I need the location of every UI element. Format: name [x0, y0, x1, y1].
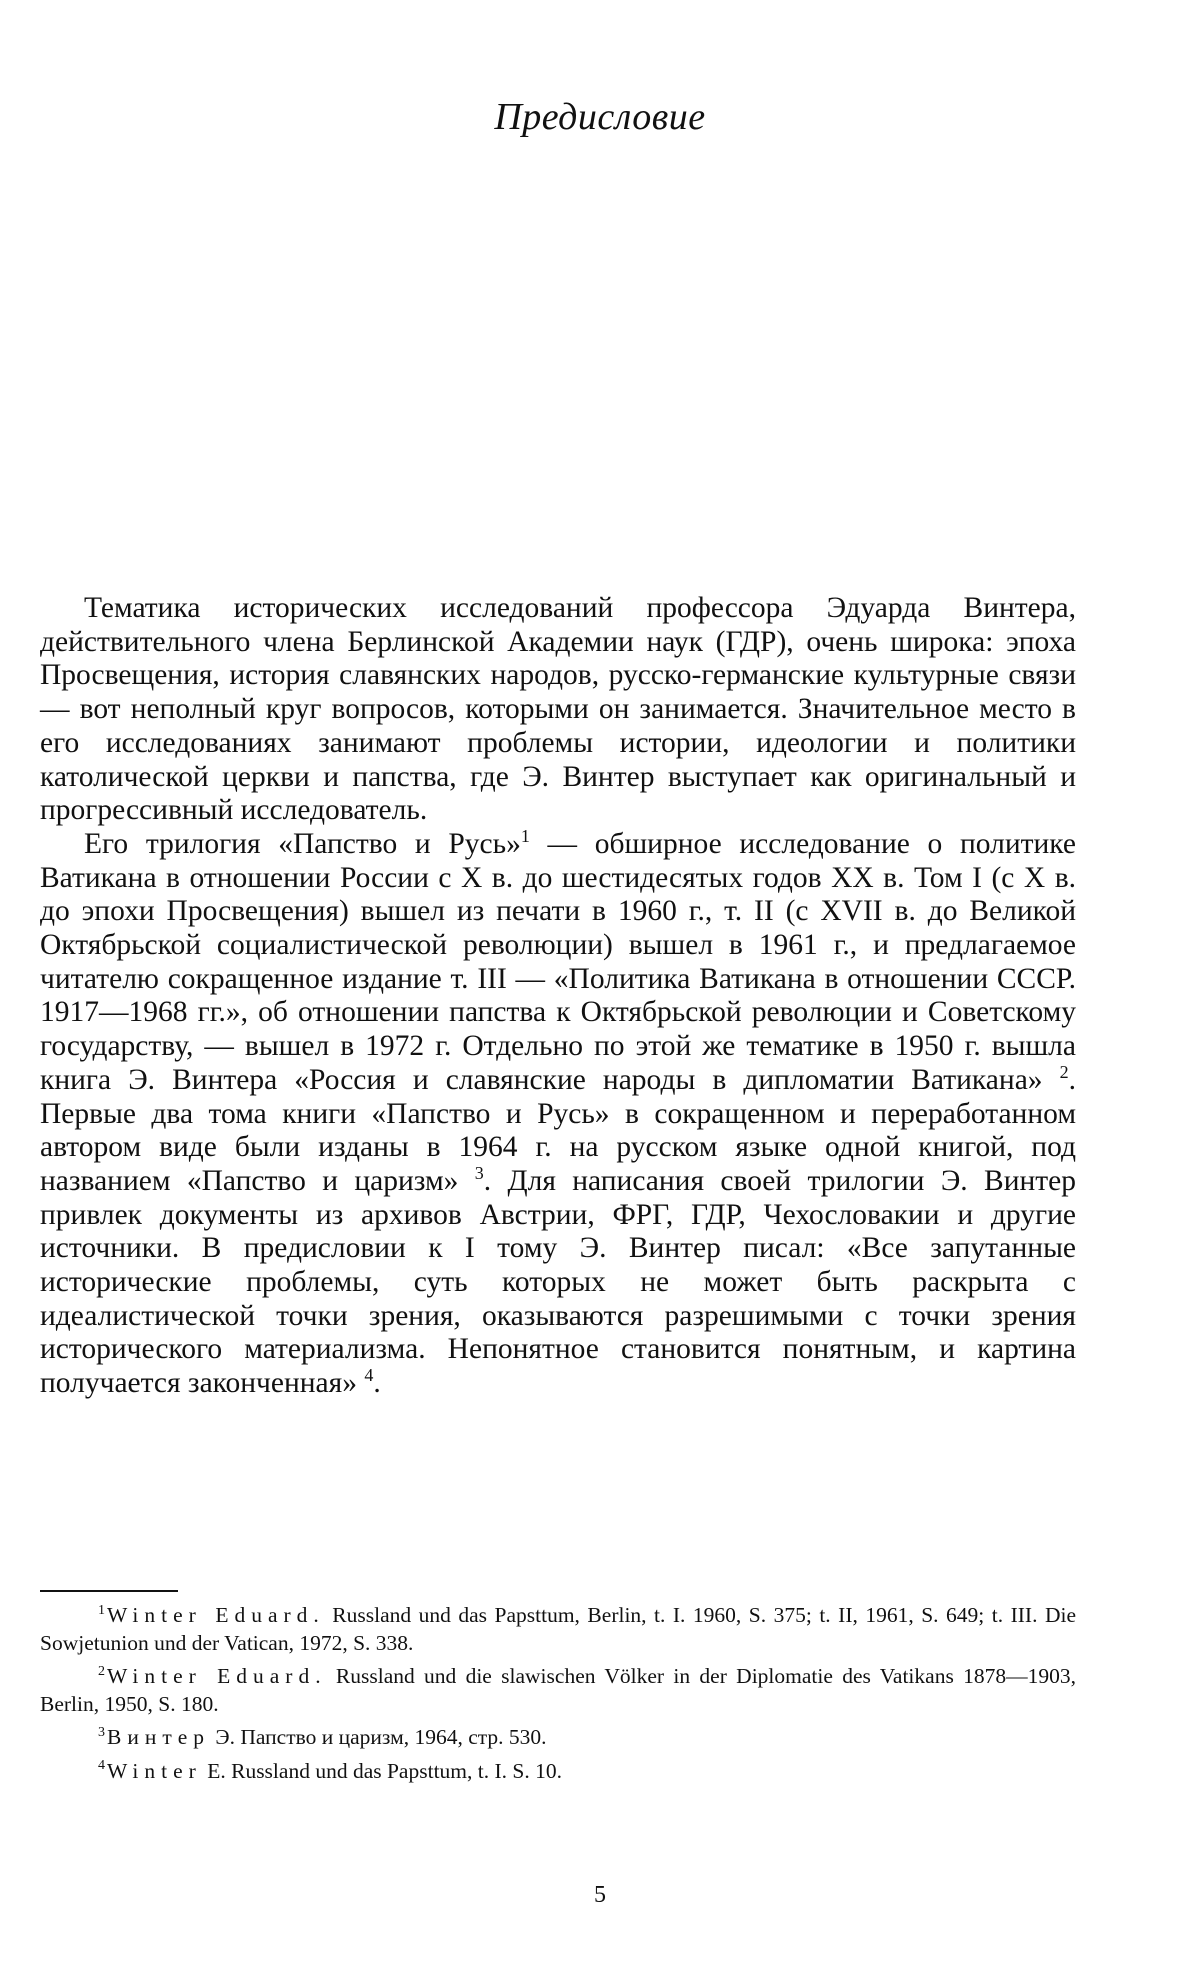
footnote-author: Winter Eduard. [107, 1603, 325, 1627]
footnote-text: Russland und die slawischen Völker in der Diplomatie des Vatikans 1878—1903, Berlin, 1950, S. 180. [40, 1664, 1076, 1716]
paragraph-text: Его трилогия «Папство и Русь» [84, 827, 521, 860]
footnote-text: Russland und das Papsttum, Berlin, t. I. 1960, S. 375; t. II, 1961, S. 649; t. III. Die Sowjetunion und der Vatican, 1972, S. 338. [40, 1603, 1077, 1655]
paragraph-text: — обширное исследование о политике Ватикана в отношении России с X в. до шестидесятых годов XX в. Том I (с X в. до эпохи Просвещения) вышел из печати в 1960 г., т. II (с XVII в. до Великой Октябрьской социалистической революции) вышел в 1961 г., и предлагаемое читателю сокращенное издание т. III — «Политика Ватикана в отношении СССР. 1917—1968 гг.», об отношении папства к Октябрьской революции и Советскому государству, — вышел в 1972 г. Отдельно по этой же тематике в 1950 г. вышла книга Э. Винтера «Россия и славянские народы в дипломатии Ватикана» [40, 827, 1076, 1096]
footnote-text: E. Russland und das Papsttum, t. I. S. 10. [201, 1758, 562, 1783]
footnote [40, 1758, 1076, 1786]
footnote-author: Винтер [107, 1725, 211, 1749]
footnote-reference[interactable]: 3 [474, 1163, 484, 1184]
paragraph [40, 592, 1076, 828]
chapter-title: Предисловие [494, 96, 706, 138]
footnote [40, 1663, 1076, 1718]
paragraph-text: . [373, 1367, 381, 1400]
footnote [40, 1724, 1076, 1752]
footnote-divider [40, 1590, 178, 1592]
body-text [40, 592, 1076, 1401]
footnote-number: 1 [98, 1602, 105, 1618]
footnote-number: 4 [98, 1758, 105, 1774]
footnote-author: Winter [107, 1758, 202, 1783]
page-number: 5 [594, 1882, 606, 1908]
footnote-number: 2 [98, 1663, 105, 1679]
footnote-reference[interactable]: 2 [1059, 1062, 1069, 1083]
footnote-reference[interactable]: 4 [364, 1365, 374, 1386]
footnote-reference[interactable]: 1 [520, 826, 530, 847]
paragraph-text: . Для написания своей трилогии Э. Винтер привлек документы из архивов Австрии, ФРГ, ГДР, Чехословакии и другие источники. В предисловии к I тому Э. Винтер писал: «Все запутанные исторические проблемы, суть которых не может быть раскрыта с идеалистической точки зрения, оказываются разрешимыми с точки зрения исторического материализма. Непонятное становится понятным, и картина получается законченная» [40, 1164, 1077, 1400]
paragraph [40, 828, 1076, 1401]
paragraph-text: Тематика исторических исследований профессора Эдуарда Винтера, действительного члена Берлинской Академии наук (ГДР), очень широка: эпоха Просвещения, история славянских народов, русско-германские культурные связи — вот неполный круг вопросов, которыми он занимается. Значительное место в его исследованиях занимают проблемы истории, идеологии и политики католической церкви и папства, где Э. Винтер выступает как оригинальный и прогрессивный исследователь. [40, 592, 1076, 827]
paragraph-text: . Первые два тома книги «Папство и Русь» в сокращенном и переработанном автором виде были изданы в 1964 г. на русском языке одной книгой, под названием «Папство и царизм» [40, 1063, 1076, 1197]
footnotes [40, 1602, 1076, 1791]
footnote-author: Winter Eduard. [107, 1664, 327, 1688]
footnote-text: Э. Папство и царизм, 1964, стр. 530. [210, 1725, 547, 1749]
footnote [40, 1602, 1076, 1657]
footnote-number: 3 [98, 1724, 105, 1740]
